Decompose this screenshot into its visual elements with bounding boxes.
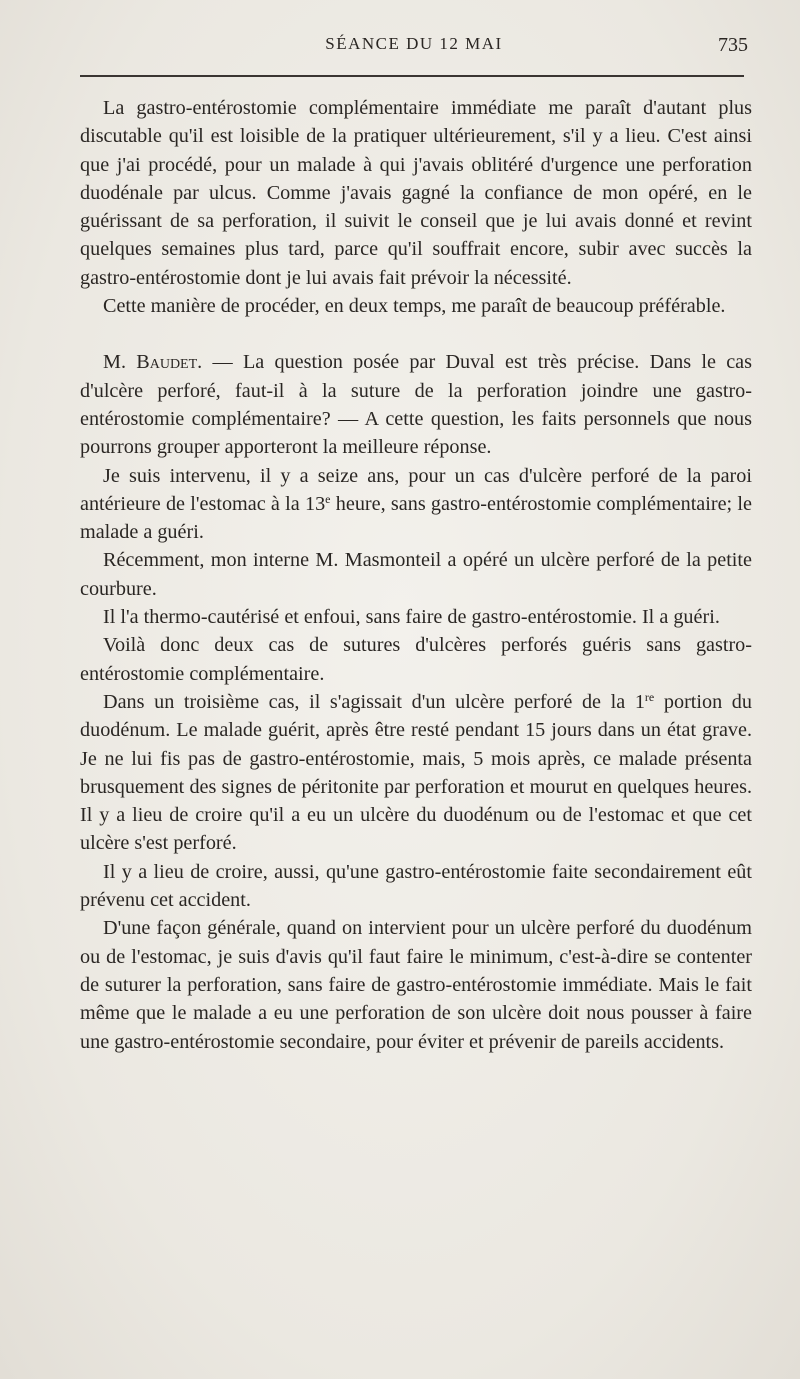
- page-number: 735: [718, 34, 748, 56]
- paragraph-4-part-1: Je suis intervenu, il y a seize ans, pour un cas d'ulcère perforé de la paroi antérieure de l'estomac à la 13: [80, 464, 752, 515]
- paragraph-3: [80, 348, 752, 461]
- running-title: SÉANCE DU 12 MAI: [325, 34, 503, 53]
- paragraph-7: Voilà donc deux cas de sutures d'ulcères perforés guéris sans gastro-entérostomie complémentaire.: [80, 634, 752, 685]
- page-header: [80, 34, 748, 64]
- paragraph-9: Il y a lieu de croire, aussi, qu'une gastro-entérostomie faite secondairement eût prévenu cet accident.: [80, 860, 752, 912]
- paragraph-8: [80, 688, 752, 858]
- body-text: [80, 94, 752, 1056]
- paragraph-8-part-2: portion du duodénum. Le malade guérit, après être resté pendant 15 jours dans un état grave. Je ne lui fis pas de gastro-entérostomie, mais, 5 mois après, ce malade présenta brusquement des signes de péritonite par perforation et mourut en quelques heures. Il y a lieu de croire qu'il a eu un ulcère du duodénum ou de l'estomac et que cet ulcère s'est perforé.: [80, 690, 752, 855]
- paragraph-8-part-1: Dans un troisième cas, il s'agissait d'un ulcère perforé de la 1: [103, 690, 645, 713]
- paragraph-5: Récemment, mon interne M. Masmonteil a opéré un ulcère perforé de la petite courbure.: [80, 549, 752, 600]
- speaker-name: M. Baudet. —: [103, 351, 233, 374]
- paragraph-3-text: La question posée par Duval est très précise. Dans le cas d'ulcère perforé, faut-il à la suture de la perforation joindre une gastro-entérostomie complémentaire? — A cette question, les faits personnels que nous pourrons grouper apporteront la meilleure réponse.: [80, 351, 752, 459]
- paragraph-10: D'une façon générale, quand on intervient pour un ulcère perforé du duodénum ou de l'estomac, je suis d'avis qu'il faut faire le minimum, c'est-à-dire se contenter de suturer la perforation, sans faire de gastro-entérostomie immédiate. Mais le fait même que le malade a eu une perforation de son ulcère doit nous pousser à faire une gastro-entérostomie secondaire, pour éviter et prévenir de pareils accidents.: [80, 917, 752, 1053]
- superscript-thirteenth: e: [325, 491, 331, 506]
- paragraph-4-part-2: heure, sans gastro-entérostomie complémentaire; le malade a guéri.: [80, 492, 752, 544]
- paragraph-2: Cette manière de procéder, en deux temps, me paraît de beaucoup préférable.: [103, 295, 726, 318]
- paragraph-1: La gastro-entérostomie complémentaire immédiate me paraît d'autant plus discutable qu'il est loisible de la pratiquer ultérieurement, s'il y a lieu. C'est ainsi que j'ai procédé, pour un malade à qui j'avais oblitéré d'urgence une perforation duodénale par ulcus. Comme j'avais gagné la confiance de mon opéré, en le guérissant de sa perforation, il suivit le conseil que je lui avais donné et revint quelques semaines plus tard, parce qu'il souffrait encore, subir avec succès la gastro-entérostomie dont je lui avais fait prévoir la nécessité.: [80, 97, 752, 289]
- paragraph-6: Il l'a thermo-cautérisé et enfoui, sans faire de gastro-entérostomie. Il a guéri.: [103, 606, 720, 629]
- superscript-first: re: [644, 689, 655, 704]
- header-rule: [80, 75, 744, 77]
- paragraph-4: [80, 462, 752, 547]
